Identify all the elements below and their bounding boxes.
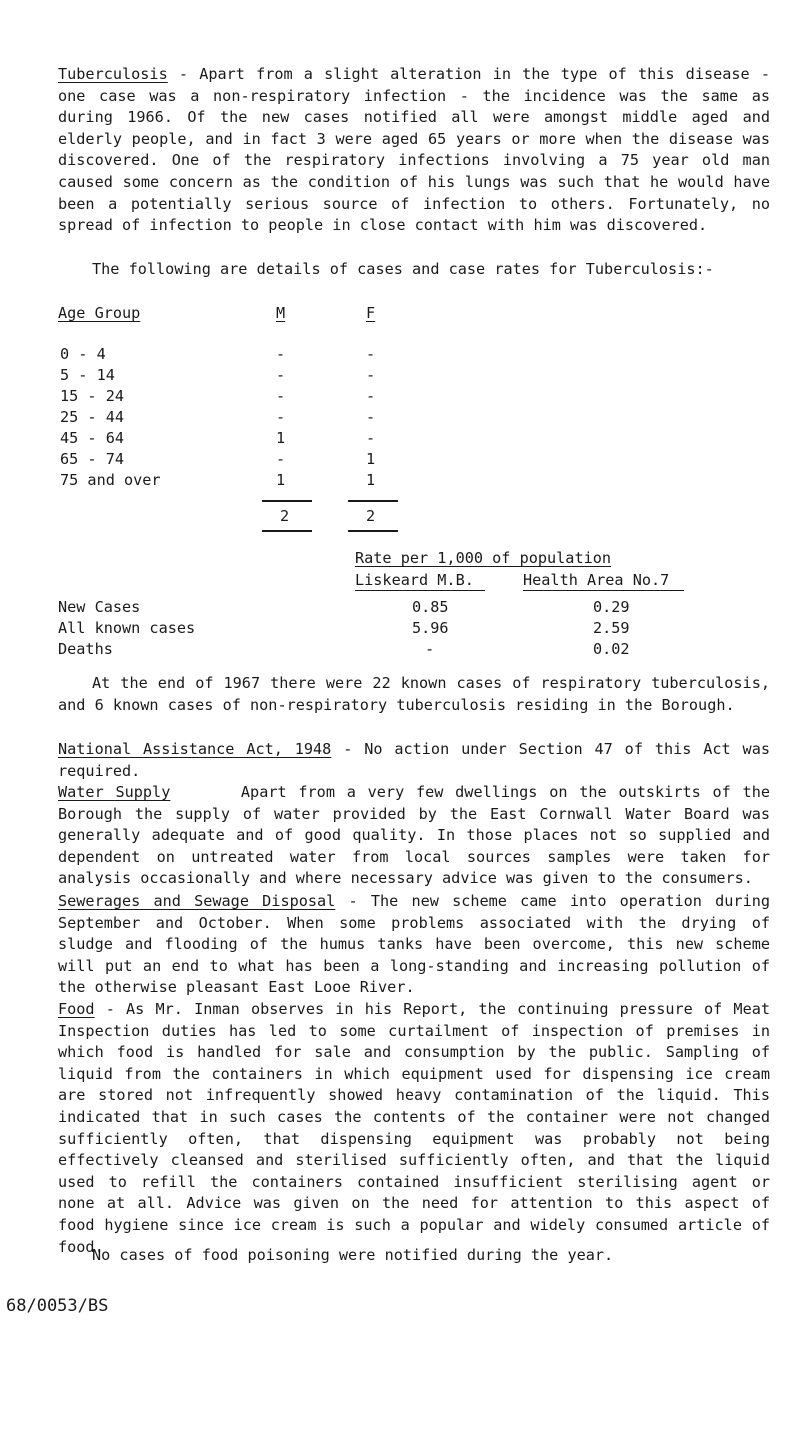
age-row-f: 1 <box>366 471 376 489</box>
rate-row-liskeard: - <box>425 640 435 658</box>
rate-table-title: Rate per 1,000 of population <box>355 549 612 567</box>
table-intro: The following are details of cases and case rates for Tuberculosis:- <box>92 260 714 278</box>
female-header: F <box>366 304 376 322</box>
age-row-label: 65 - 74 <box>60 450 125 468</box>
tuberculosis-heading: Tuberculosis <box>58 65 168 83</box>
national-assistance-paragraph <box>58 739 770 782</box>
age-row-m: - <box>276 345 286 363</box>
male-header: M <box>276 304 286 322</box>
footer-reference: 68/0053/BS <box>6 1296 109 1316</box>
rate-col1-underline <box>355 590 485 591</box>
tuberculosis-text: - Apart from a slight alteration in the type of this disease - one case was a non-respiratory infection - the incidence was the same as during 1966. Of the new cases notified all were amongst middle aged and elderly people, and in fact 3 were aged 65 years or more when the disease was discovered. One of the respiratory infections involving a 75 year old man caused some concern as the condition of his lungs was such that he would have been a potentially serious source of infection to others. Fortunately, no spread of infection to people in close contact with him was discovered. <box>58 65 770 235</box>
rate-row-liskeard: 0.85 <box>412 598 449 616</box>
age-row-f: - <box>366 408 376 426</box>
total-m: 2 <box>280 507 290 525</box>
age-row-f: - <box>366 429 376 447</box>
age-row-m: 1 <box>276 471 286 489</box>
rate-col-liskeard: Liskeard M.B. <box>355 571 474 589</box>
food-heading: Food <box>58 1000 95 1018</box>
water-supply-paragraph <box>58 782 780 890</box>
rate-row-liskeard: 5.96 <box>412 619 449 637</box>
rate-row-health-area: 2.59 <box>593 619 630 637</box>
age-row-label: 5 - 14 <box>60 366 115 384</box>
rate-row-health-area: 0.02 <box>593 640 630 658</box>
total-rule-f <box>348 500 398 502</box>
national-assistance-text: - No action under Section 47 of this Act was required. <box>58 740 770 780</box>
age-row-label: 45 - 64 <box>60 429 125 447</box>
age-row-f: 1 <box>366 450 376 468</box>
rate-col-health-area: Health Area No.7 <box>523 571 670 589</box>
water-supply-heading: Water Supply <box>58 783 171 801</box>
age-row-label: 75 and over <box>60 471 161 489</box>
rate-row-label: New Cases <box>58 598 141 616</box>
total-rule-m <box>262 500 312 502</box>
sewerage-heading: Sewerages and Sewage Disposal <box>58 892 336 910</box>
age-group-header: Age Group <box>58 304 141 322</box>
age-row-f: - <box>366 345 376 363</box>
food-poisoning-note: No cases of food poisoning were notified during the year. <box>92 1246 614 1264</box>
age-row-f: - <box>366 387 376 405</box>
national-assistance-heading: National Assistance Act, 1948 <box>58 740 332 758</box>
age-row-label: 0 - 4 <box>60 345 106 363</box>
sewerage-paragraph <box>58 891 770 999</box>
age-row-label: 15 - 24 <box>60 387 125 405</box>
total-f: 2 <box>366 507 376 525</box>
rate-row-label: Deaths <box>58 640 113 658</box>
food-paragraph <box>58 999 770 1258</box>
rate-col2-underline <box>523 590 684 591</box>
total-underline-f <box>348 530 398 532</box>
age-row-label: 25 - 44 <box>60 408 125 426</box>
tuberculosis-paragraph <box>58 64 770 237</box>
age-row-m: 1 <box>276 429 286 447</box>
total-underline-m <box>262 530 312 532</box>
food-text: - As Mr. Inman observes in his Report, the continuing pressure of Meat Inspection duties has led to some curtailment of inspection of premises in which food is handled for sale and consumption by the public. Sampling of liquid from the containers in which equipment used for dispensing ice cream are stored not infrequently showed heavy contamination of the liquid. This indicated that in such cases the contents of the container were not changed sufficiently often, that dispensing equipment was probably not being effectively cleansed and sterilised sufficiently often, and that the liquid used to refill the containers contained insufficient sterilising agent or none at all. Advice was given on the need for attention to this aspect of food hygiene since ice cream is such a popular and widely consumed article of food. <box>58 1000 770 1256</box>
age-row-m: - <box>276 408 286 426</box>
age-row-f: - <box>366 366 376 384</box>
water-supply-text: Apart from a very few dwellings on the outskirts of the Borough the supply of water provided by the East Cornwall Water Board was generally adequate and of good quality. In those places not so supplied and dependent on untreated water from local sources samples were taken for analysis occasionally and where necessary advice was given to the consumers. <box>58 783 780 888</box>
age-row-m: - <box>276 450 286 468</box>
age-row-m: - <box>276 387 286 405</box>
sewerage-text: - The new scheme came into operation during September and October. When some problems associated with the drying of sludge and flooding of the humus tanks have been overcome, this new scheme will put an end to what has been a long-standing and increasing pollution of the otherwise pleasant East Looe River. <box>58 892 770 997</box>
age-row-m: - <box>276 366 286 384</box>
rate-row-label: All known cases <box>58 619 196 637</box>
end-of-year-paragraph: At the end of 1967 there were 22 known cases of respiratory tuberculosis, and 6 known cases of non-respiratory tuberculosis residing in the Borough. <box>58 674 770 714</box>
rate-row-health-area: 0.29 <box>593 598 630 616</box>
